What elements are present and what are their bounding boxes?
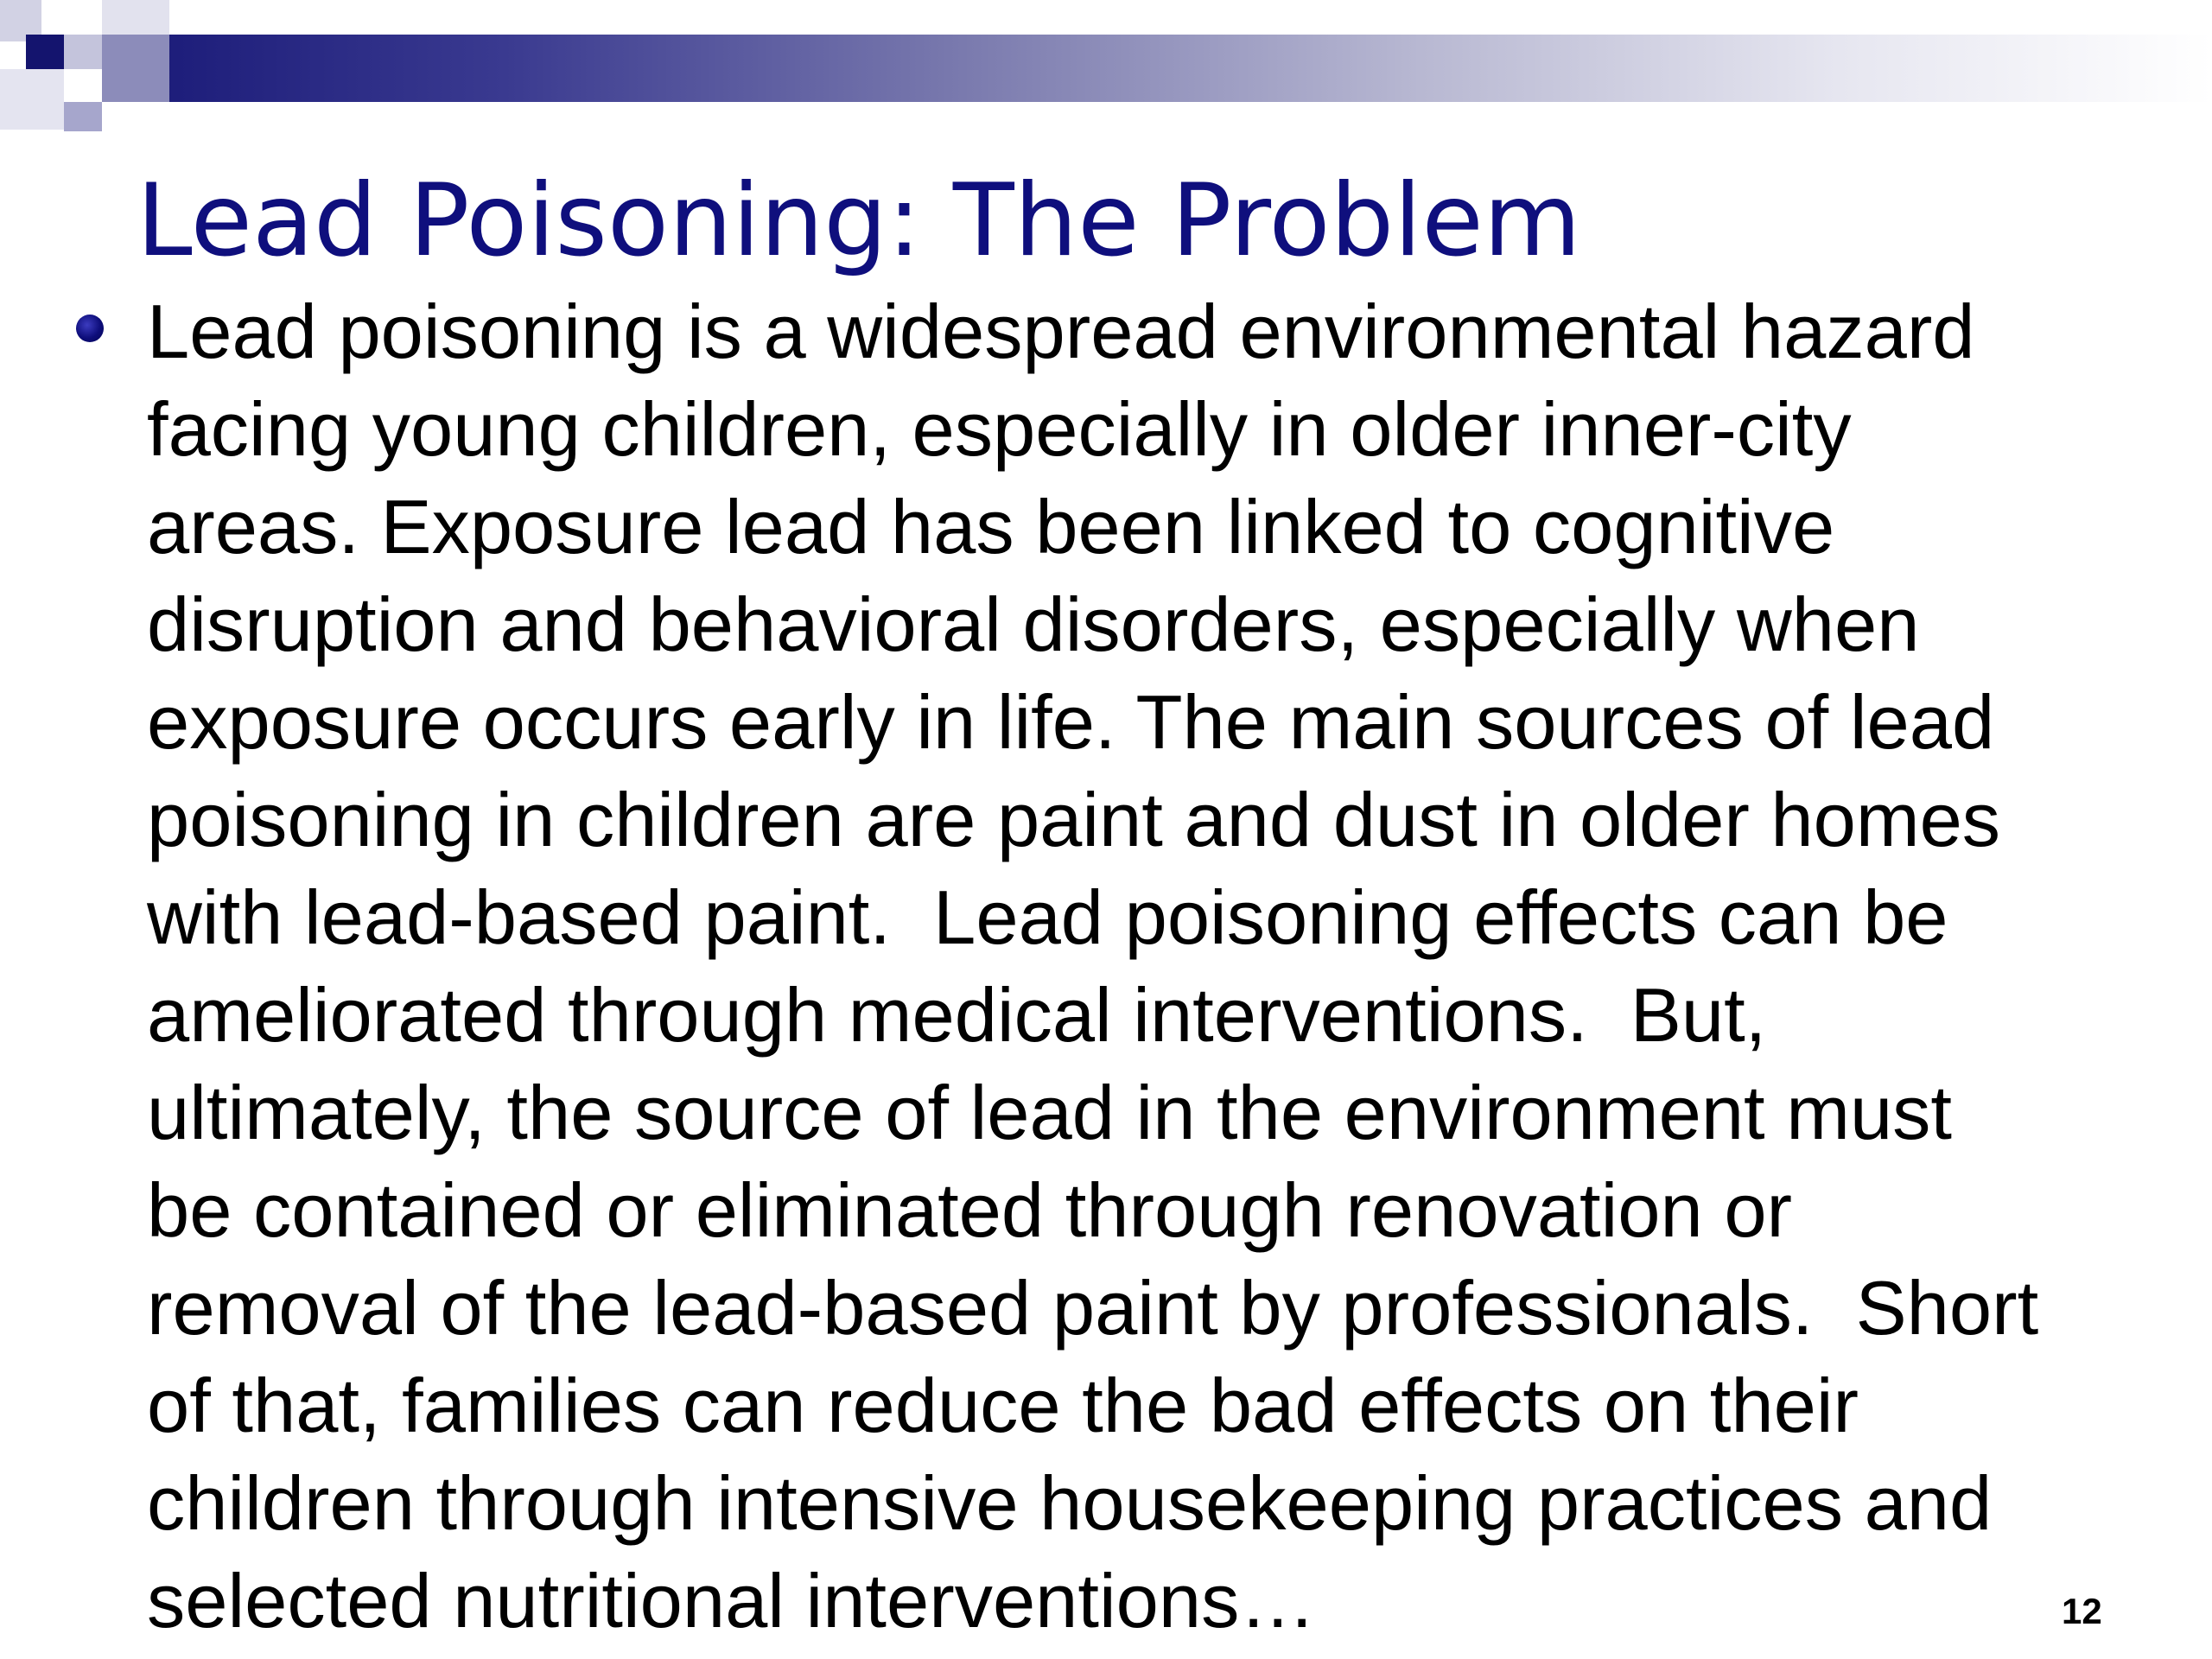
decor-square xyxy=(102,0,169,35)
bullet-line: facing young children, especially in older inner-city xyxy=(147,386,1852,472)
bullet-line: removal of the lead-based paint by professionals. Short xyxy=(147,1265,2039,1351)
bullet-line: of that, families can reduce the bad effects on their xyxy=(147,1363,1859,1448)
bullet-line: Lead poisoning is a widespread environmental hazard xyxy=(147,289,1975,374)
decor-square xyxy=(64,35,102,69)
decor-square xyxy=(64,102,102,131)
bullet-line: ultimately, the source of lead in the environment must xyxy=(147,1070,1952,1155)
bullet-line: disruption and behavioral disorders, especially when xyxy=(147,582,1920,667)
slide-title: Lead Poisoning: The Problem xyxy=(137,162,1581,279)
header-gradient-band xyxy=(130,35,2212,102)
bullet-line: areas. Exposure lead has been linked to cognitive xyxy=(147,484,1835,569)
bullet-line: poisoning in children are paint and dust in older homes xyxy=(147,777,2001,862)
slide-number: 12 xyxy=(2062,1591,2102,1631)
bullet-dot-icon xyxy=(76,315,104,342)
bullet-line: with lead-based paint. Lead poisoning effects can be xyxy=(147,874,1948,960)
bullet-paragraph xyxy=(147,283,2212,1649)
bullet-line: selected nutritional interventions… xyxy=(147,1558,1316,1643)
bullet-line: be contained or eliminated through renovation or xyxy=(147,1167,1793,1253)
decor-square xyxy=(41,0,102,35)
bullet-line: children through intensive housekeeping practices and xyxy=(147,1460,1993,1546)
bullet-line: ameliorated through medical interventions. But, xyxy=(147,972,1767,1058)
decor-square xyxy=(0,69,64,130)
bullet-line: exposure occurs early in life. The main sources of lead xyxy=(147,679,1995,765)
decor-square xyxy=(26,35,64,69)
decor-square xyxy=(102,35,169,102)
